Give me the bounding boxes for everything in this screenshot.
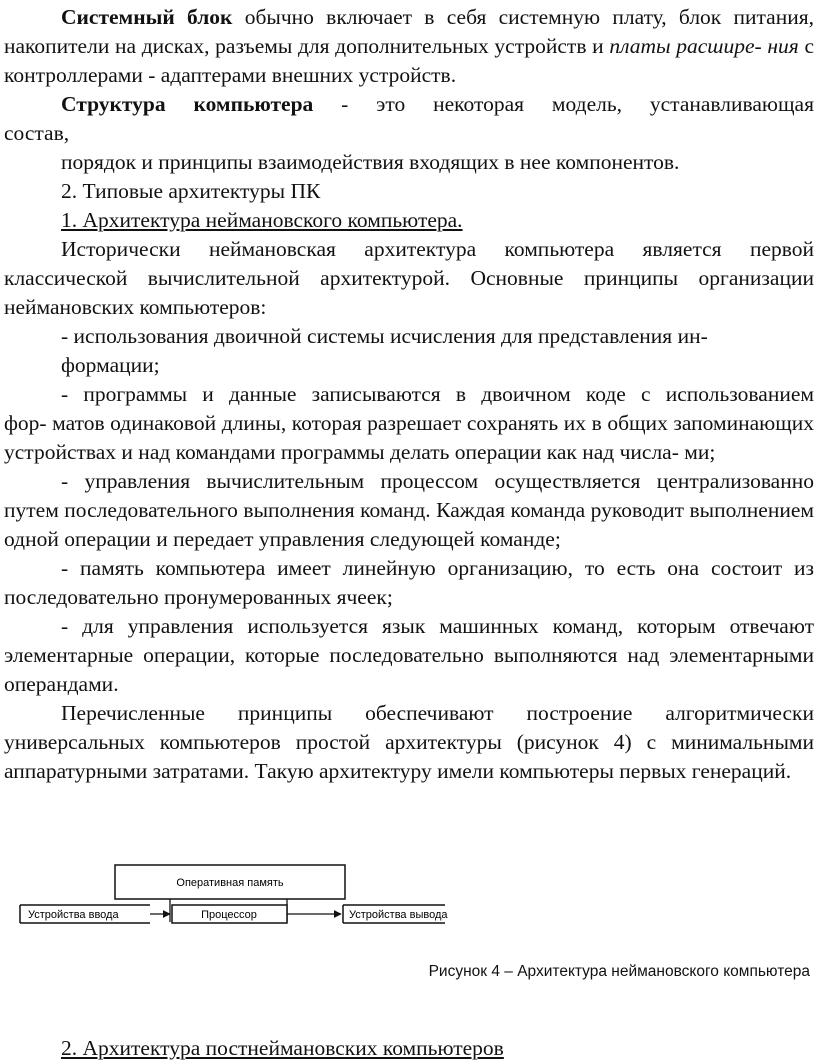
term-expansion-cards: платы расшире- ния [609,34,799,58]
paragraph-structure-cont: состав, [4,121,70,145]
heading-post-neumann [61,1034,504,1063]
figure-caption: Рисунок 4 – Архитектура неймановского компьютера [428,963,810,980]
text: - это некоторая модель, устанавливающая [313,92,814,116]
term-structure: Структура компьютера [61,92,314,116]
neumann-architecture-diagram [0,858,816,958]
bullet-memory: - память компьютера имеет линейную организацию, то есть она состоит из последовательно пронумерованных ячеек; [4,556,814,609]
paragraph-structure-cont2: порядок и принципы взаимодействия входящих в нее компонентов. [61,150,680,174]
output-label: Устройства вывода [349,909,448,921]
paragraph-system-unit [4,3,814,90]
heading-neumann [4,206,814,235]
text: - использования двоичной системы исчисления для представления ин- [61,324,708,348]
paragraph-principles: Перечисленные принципы обеспечивают построение алгоритмически универсальных компьютеров простой архитектуры (рисунок 4) с минимальными аппаратурными затратами. Такую архитектуру имели компьютеры первых генераций. [4,701,814,783]
heading-post-neumann-text: 2. Архитектура постнеймановских компьютеров [61,1036,504,1060]
paragraph-history: Исторически неймановская архитектура компьютера является первой классической вычислительной архитектурой. Основные принципы организации неймановских компьютеров: [4,237,814,319]
bullet-machine-commands: - для управления используется язык машинных команд, которым отвечают элементарные операции, которые последовательно выполняются над элементарными операндами. [4,614,814,696]
text: формации; [61,353,160,377]
paragraph-structure [4,90,814,119]
input-label: Устройства ввода [28,909,119,921]
bullet-programs-data: - программы и данные записываются в двоичном коде с использованием [61,382,814,406]
text: обычно включает в себя системную плату, блок питания, накопители на дисках, разъемы для дополнительных устройств и [4,5,814,58]
document-page [4,3,814,786]
bullet-control: - управления вычислительным процессом осуществляется централизованно путем последовательного выполнения команд. Каждая команда руководит выполнением одной операции и передает управления следующей команде; [4,469,814,551]
text: с контроллерами - адаптерами внешних устройств. [4,34,814,87]
heading-neumann-text: 1. Архитектура неймановского компьютера. [61,208,463,232]
heading-typical-architectures: 2. Типовые архитектуры ПК [61,179,321,203]
bullet-binary [4,322,814,380]
memory-label: Оперативная память [176,877,284,889]
cpu-label: Процессор [201,909,257,921]
term-system-unit: Системный блок [61,5,233,29]
bullet-programs-data-cont: фор- матов одинаковой длины, которая разрешает сохранять их в общих запоминающих устройствах и над командами программы делать операции как над числа- ми; [4,411,814,464]
